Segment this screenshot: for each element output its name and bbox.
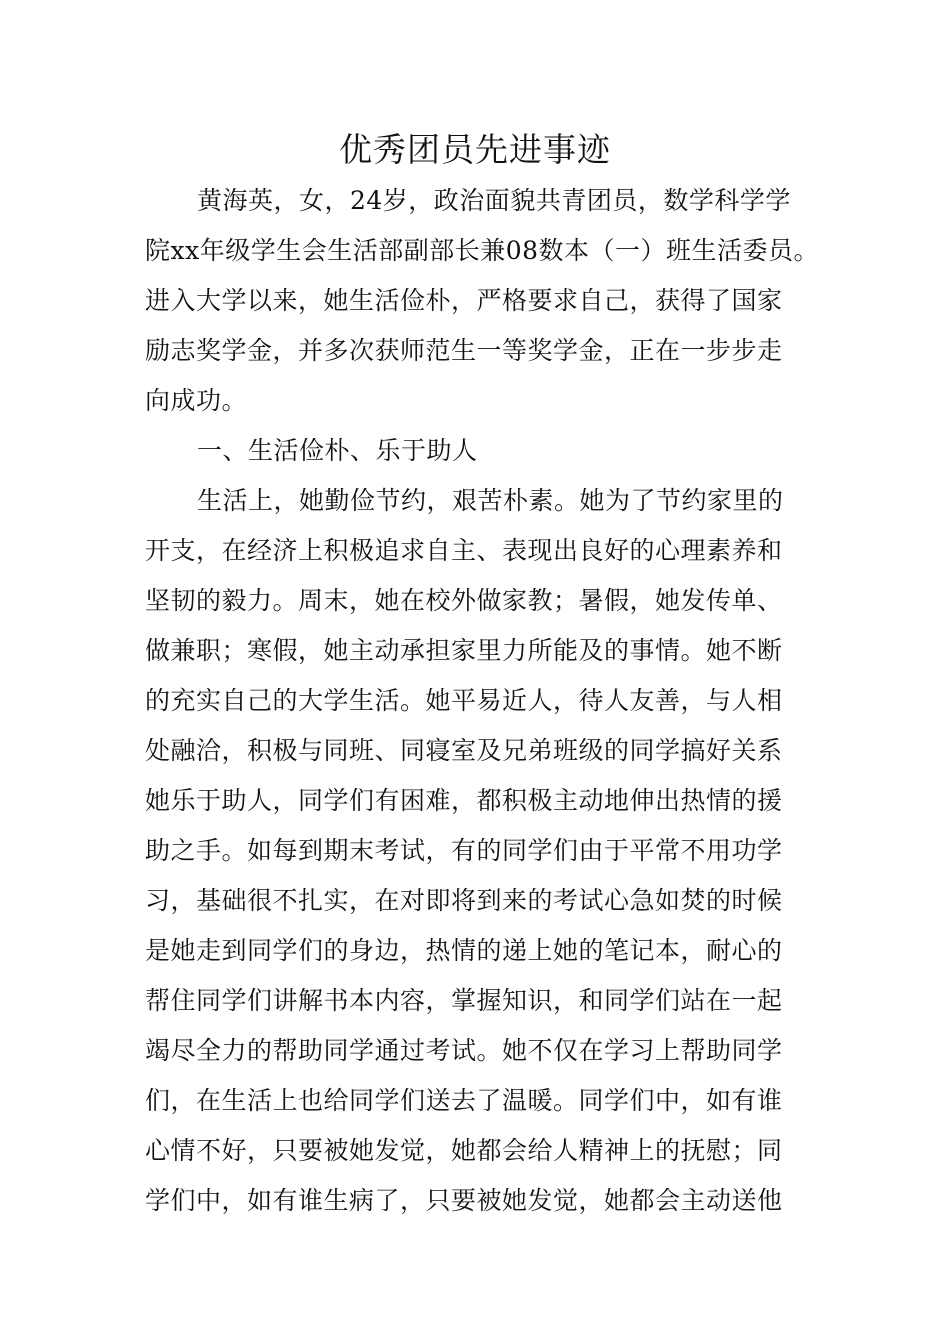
paragraph-line: 黄海英，女，24岁，政治面貌共青团员，数学科学学 bbox=[197, 186, 791, 215]
paragraph-line: 做兼职；寒假，她主动承担家里力所能及的事情。她不断 bbox=[145, 636, 783, 665]
paragraph-line: 竭尽全力的帮助同学通过考试。她不仅在学习上帮助同学 bbox=[145, 1036, 783, 1065]
paragraph-line: 进入大学以来，她生活俭朴，严格要求自己，获得了国家 bbox=[145, 286, 783, 315]
paragraph-line: 的充实自己的大学生活。她平易近人，待人友善，与人相 bbox=[145, 686, 783, 715]
paragraph-line: 向成功。 bbox=[145, 386, 248, 415]
paragraph-line: 习，基础很不扎实，在对即将到来的考试心急如焚的时候 bbox=[145, 886, 783, 915]
paragraph-line: 院xx年级学生会生活部副部长兼08数本（一）班生活委员。 bbox=[145, 236, 820, 265]
paragraph-line: 助之手。如每到期末考试，有的同学们由于平常不用功学 bbox=[145, 836, 783, 865]
paragraph-line: 学们中，如有谁生病了，只要被她发觉，她都会主动送他 bbox=[145, 1186, 783, 1215]
document-title: 优秀团员先进事迹 bbox=[339, 130, 611, 169]
paragraph-line: 坚韧的毅力。周末，她在校外做家教；暑假，她发传单、 bbox=[145, 586, 783, 615]
paragraph-line: 她乐于助人，同学们有困难，都积极主动地伸出热情的援 bbox=[145, 786, 783, 815]
document-body bbox=[145, 176, 820, 1226]
paragraph-line: 励志奖学金，并多次获师范生一等奖学金，正在一步步走 bbox=[145, 336, 783, 365]
paragraph-line: 帮住同学们讲解书本内容，掌握知识，和同学们站在一起 bbox=[145, 986, 783, 1015]
paragraph-line: 心情不好，只要被她发觉，她都会给人精神上的抚慰；同 bbox=[145, 1136, 783, 1165]
paragraph-line: 开支，在经济上积极追求自主、表现出良好的心理素养和 bbox=[145, 536, 783, 565]
section-heading: 一、生活俭朴、乐于助人 bbox=[197, 436, 478, 465]
paragraph-line: 处融洽，积极与同班、同寝室及兄弟班级的同学搞好关系 bbox=[145, 736, 783, 765]
paragraph-line: 们，在生活上也给同学们送去了温暖。同学们中，如有谁 bbox=[145, 1086, 783, 1115]
paragraph-line: 生活上，她勤俭节约，艰苦朴素。她为了节约家里的 bbox=[197, 486, 784, 515]
paragraph-line: 是她走到同学们的身边，热情的递上她的笔记本，耐心的 bbox=[145, 936, 783, 965]
